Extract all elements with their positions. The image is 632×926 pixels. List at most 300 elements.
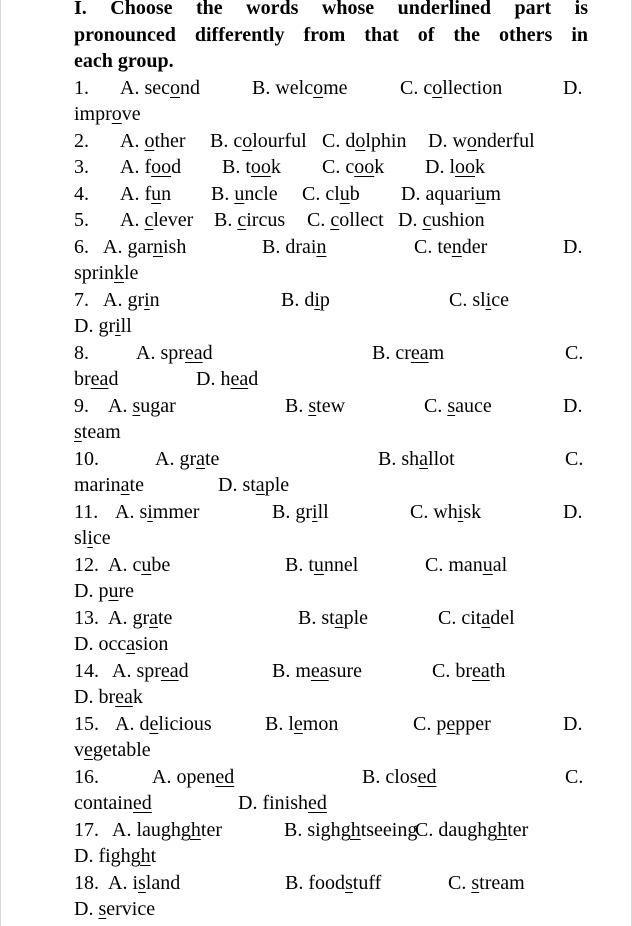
underlined-part: i [314,289,320,311]
question-3-option-a [120,155,181,179]
question-9-option-d-label: D. [563,395,583,417]
option-text: ll [120,315,132,337]
option-text: k [475,156,485,178]
option-text: D. figh [74,845,131,867]
question-5-option-b [214,208,285,232]
question-number-10: 10. [74,448,99,470]
underlined-part: o [432,77,443,99]
option-text: D. [74,898,99,920]
underlined-part: oo [250,156,271,178]
question-12-option-a [108,553,170,577]
question-10-option-c [74,473,144,497]
underlined-part: ea [90,368,109,390]
underlined-part: gh [340,819,361,841]
option-text: A. f [120,183,152,205]
underlined-part: i [115,315,121,337]
question-10-option-a [155,447,219,471]
question-18-option-c [448,871,525,895]
underlined-part: a [334,607,344,629]
question-4-option-c [302,182,360,206]
option-text: tuff [352,872,382,894]
heading-line-2: pronounced differently from that of the others in [74,23,588,46]
question-7-option-d [74,314,132,338]
option-text: land [145,872,181,894]
option-text: ushion [431,209,485,231]
question-12-option-c [425,553,507,577]
option-text: der [461,236,488,258]
option-text: D. p [74,580,109,602]
underlined-part: a [255,474,265,496]
question-14-option-a [112,659,189,683]
option-text: k [132,686,143,708]
question-5-option-d [398,208,485,232]
question-8-option-a [136,341,213,365]
question-number-4: 4. [74,183,89,205]
option-text: br [74,368,91,390]
underlined-part: s [308,395,317,417]
option-text: D. br [74,686,116,708]
question-16-option-a [152,765,234,789]
question-4-option-b [211,182,278,206]
option-text: A. c [108,554,142,576]
underlined-part: u [151,183,162,205]
question-16-option-c-label: C. [565,766,584,788]
question-9-option-b [285,394,345,418]
option-text: B. sigh [284,819,341,841]
option-text: A. gr [155,448,197,470]
underlined-part: n [451,236,462,258]
underlined-part: ea [184,342,203,364]
option-text: n [161,183,172,205]
option-text: mon [302,713,339,735]
underlined-part: s [138,872,146,894]
option-text: be [151,554,171,576]
option-text: B. welc [252,77,314,99]
option-text: k [270,156,281,178]
option-text: ce [92,527,111,549]
option-text: tew [316,395,346,417]
question-number-12: 12. [74,554,99,576]
option-text: A. [120,130,145,152]
option-text: sk [463,501,482,523]
question-17-option-b [284,818,417,842]
question-17-option-a [112,818,222,842]
option-text: A. d [115,713,150,735]
underlined-part: u [234,183,245,205]
option-text: ish [162,236,187,258]
option-text: del [490,607,515,629]
option-text: C. c [322,156,355,178]
question-16-option-d [238,791,327,815]
underlined-part: s [132,395,141,417]
underlined-part: ea [310,660,329,682]
question-1-option-c [400,76,502,100]
option-text: D. gr [74,315,116,337]
question-number-3: 3. [74,156,89,178]
question-11-option-d [74,526,111,550]
question-2-option-a [120,129,186,153]
question-number-5: 5. [74,209,89,231]
question-6-option-b [262,235,326,259]
option-text: te [129,474,144,496]
option-text: A. gr [108,607,150,629]
underlined-part: ea [160,660,179,682]
option-text: sion [135,633,169,655]
underlined-part: ea [472,660,490,682]
question-7-option-b [281,288,330,312]
underlined-part: a [126,633,136,655]
option-text: d [248,368,259,390]
underlined-part: i [147,501,153,523]
question-15-option-d-label: D. [563,713,583,735]
option-text: k [374,156,385,178]
underlined-part: k [114,262,124,284]
option-text: D. st [218,474,256,496]
option-text: b [349,183,360,205]
option-text: d [171,156,182,178]
underlined-part: s [98,898,107,920]
underlined-part: e [84,739,93,761]
underlined-part: c [144,209,154,231]
option-text: te [205,448,220,470]
option-text: ter [200,819,222,841]
question-15-option-a [115,712,212,736]
option-text: ircus [246,209,286,231]
heading-line-3: each group. [74,50,174,72]
underlined-part: u [141,554,152,576]
question-13-option-d [74,632,168,656]
question-12-option-b [285,553,358,577]
option-text: D. [398,209,423,231]
option-text: A. open [152,766,216,788]
question-8-option-b [372,341,444,365]
option-text: n [149,289,160,311]
question-17-option-c [415,818,528,842]
question-number-2: 2. [74,130,89,152]
option-text: A. gr [103,289,145,311]
option-text: nd [179,77,200,99]
question-number-8: 8. [74,342,89,364]
underlined-part: ed [215,766,235,788]
underlined-part: a [196,448,205,470]
question-number-11: 11. [74,501,99,523]
option-text: auce [455,395,492,417]
option-text: D. occ [74,633,127,655]
option-text: sl [74,527,88,549]
option-text: B. gr [272,501,312,523]
question-3-option-b [222,155,281,179]
option-text: B. clos [362,766,418,788]
question-number-6: 6. [74,236,89,258]
underlined-part: c [330,209,340,231]
underlined-part: gh [487,819,508,841]
underlined-part: ed [417,766,437,788]
option-text: B. cr [372,342,411,364]
option-text: getable [92,739,151,761]
question-2-option-c [322,129,406,153]
question-11-option-d-label: D. [563,501,583,523]
question-number-7: 7. [74,289,89,311]
underlined-part: ea [410,342,429,364]
question-12-option-d [74,579,134,603]
question-number-14: 14. [74,660,99,682]
question-number-16: 16. [74,766,99,788]
question-8-option-d [196,367,258,391]
underlined-part: c [237,209,247,231]
underlined-part: u [108,580,119,602]
question-13-option-c [438,606,515,630]
option-text: ce [491,289,510,311]
underlined-part: u [313,554,324,576]
question-18-option-d [74,897,155,921]
underlined-part: u [475,183,486,205]
underlined-part: i [87,527,93,549]
option-text: te [158,607,173,629]
underlined-part: o [169,77,180,99]
option-text: C. [307,209,331,231]
question-2-option-b [210,129,307,153]
question-number-13: 13. [74,607,99,629]
option-text: ple [343,607,369,629]
option-text: lourful [252,130,307,152]
option-text: B. food [285,872,345,894]
option-text: D. w [428,130,467,152]
option-text: lever [153,209,194,231]
option-text: sure [328,660,362,682]
page-border-left [0,0,1,926]
option-text: C. cit [438,607,482,629]
underlined-part: a [120,474,130,496]
question-1-option-d [74,102,141,126]
question-18-option-b [285,871,381,895]
question-15-option-c [413,712,491,736]
option-text: d [108,368,119,390]
question-17-option-d [74,844,156,868]
option-text: B. m [272,660,311,682]
question-8-option-c-label: C. [565,342,584,364]
underlined-part: ed [132,792,152,814]
option-text: ncle [244,183,278,205]
question-number-18: 18. [74,872,99,894]
question-9-option-a [108,394,176,418]
option-text: lphin [365,130,407,152]
option-text: B. st [298,607,335,629]
option-text: tream [479,872,525,894]
question-5-option-a [120,208,193,232]
option-text: A. gar [103,236,153,258]
option-text: ollect [339,209,384,231]
option-text: ervice [106,898,156,920]
question-16-option-c [74,791,152,815]
question-7-option-a [103,288,160,312]
option-text: B. t [222,156,251,178]
heading-line-1: I. Choose the words whose underlined part is [74,0,588,19]
question-10-option-c-label: C. [565,448,584,470]
option-text: me [323,77,348,99]
question-4-option-a [120,182,171,206]
question-14-option-c [432,659,505,683]
question-13-option-a [108,606,172,630]
option-text: B. [285,395,309,417]
question-13-option-b [298,606,368,630]
underlined-part: gh [130,845,151,867]
question-11-option-b [272,500,329,524]
option-text: C. daugh [415,819,488,841]
question-6-option-c [414,235,487,259]
underlined-part: oo [455,156,475,178]
option-text: B. l [265,713,294,735]
option-text: th [489,660,506,682]
option-text: D. finish [238,792,308,814]
question-15-option-b [265,712,338,736]
question-number-9: 9. [74,395,89,417]
question-2-option-d [428,129,535,153]
option-text: nnel [323,554,359,576]
underlined-part: n [316,236,327,258]
question-number-1: 1. [74,77,89,99]
question-11-option-a [115,500,199,524]
underlined-part: ea [115,686,133,708]
option-text: contain [74,792,133,814]
option-text: A. s [115,501,148,523]
underlined-part: s [345,872,353,894]
underlined-part: s [471,872,480,894]
option-text: sprin [74,262,114,284]
option-text: C. sl [449,289,486,311]
question-7-option-c [449,288,509,312]
question-11-option-c [410,500,481,524]
underlined-part: o [466,130,477,152]
option-text: A. f [120,156,152,178]
option-text: B. [214,209,238,231]
question-15-option-d [74,738,151,762]
option-text: B. drai [262,236,317,258]
underlined-part: a [149,607,158,629]
underlined-part: a [481,607,491,629]
question-6-option-d-label: D. [563,236,583,258]
option-text: marin [74,474,121,496]
underlined-part: i [144,289,150,311]
underlined-part: u [339,183,350,205]
option-text: pper [455,713,491,735]
option-text: B. c [210,130,243,152]
option-text: t [150,845,157,867]
option-text: ve [121,103,141,125]
option-text: licious [158,713,212,735]
option-text: D. aquari [401,183,476,205]
option-text: A. [120,209,145,231]
underlined-part: o [111,103,122,125]
underlined-part: e [446,713,456,735]
underlined-part: ea [230,368,249,390]
option-text: re [118,580,134,602]
question-1-option-b [252,76,348,100]
option-text: D. h [196,368,231,390]
option-text: B. t [285,554,314,576]
option-text: A. spr [136,342,185,364]
option-text: B. [211,183,235,205]
option-text: m [428,342,445,364]
option-text: C. te [414,236,452,258]
underlined-part: i [312,501,318,523]
option-text: B. sh [378,448,420,470]
question-number-15: 15. [74,713,99,735]
option-text: impr [74,103,112,125]
question-5-option-c [307,208,384,232]
underlined-part: oo [151,156,172,178]
question-3-option-c [322,155,384,179]
question-10-option-d [218,473,289,497]
underlined-part: o [242,130,253,152]
option-text: ugar [140,395,176,417]
option-text: tseeing [360,819,418,841]
underlined-part: a [419,448,429,470]
option-text: al [492,554,508,576]
question-8-option-c [74,367,118,391]
underlined-part: gh [180,819,201,841]
option-text: A. [108,395,133,417]
underlined-part: e [149,713,159,735]
option-text: C. c [400,77,433,99]
underlined-part: oo [354,156,375,178]
question-14-option-d [74,685,143,709]
option-text: ther [154,130,186,152]
option-text: team [81,421,121,443]
option-text: ple [264,474,290,496]
question-1-option-d-label: D. [563,77,583,99]
underlined-part: c [422,209,432,231]
option-text: C. br [432,660,472,682]
option-text: C. [448,872,472,894]
option-text: D. l [425,156,455,178]
option-text: C. man [425,554,483,576]
underlined-part: e [293,713,303,735]
question-4-option-d [401,182,501,206]
option-text: d [178,660,189,682]
question-3-option-d [425,155,485,179]
question-14-option-b [272,659,362,683]
question-16-option-b [362,765,436,789]
option-text: m [485,183,501,205]
option-text: ll [317,501,329,523]
option-text: A. spr [112,660,161,682]
option-text: llection [442,77,503,99]
question-9-option-c [424,394,492,418]
underlined-part: o [144,130,155,152]
option-text: A. i [108,872,138,894]
underlined-part: ed [308,792,327,814]
question-10-option-b [378,447,455,471]
option-text: A. laugh [112,819,181,841]
underlined-part: i [457,501,464,523]
question-number-17: 17. [74,819,99,841]
option-text: ter [507,819,529,841]
question-1-option-a [120,76,200,100]
option-text: d [202,342,213,364]
option-text: A. sec [120,77,170,99]
option-text: mmer [152,501,200,523]
option-text: p [319,289,330,311]
option-text: le [124,262,139,284]
question-9-option-d [74,420,121,444]
option-text: C. wh [410,501,458,523]
question-6-option-a [103,235,186,259]
section-heading [74,0,588,75]
option-text: B. d [281,289,315,311]
underlined-part: o [355,130,366,152]
question-6-option-d [74,261,138,285]
option-text: nderful [476,130,535,152]
